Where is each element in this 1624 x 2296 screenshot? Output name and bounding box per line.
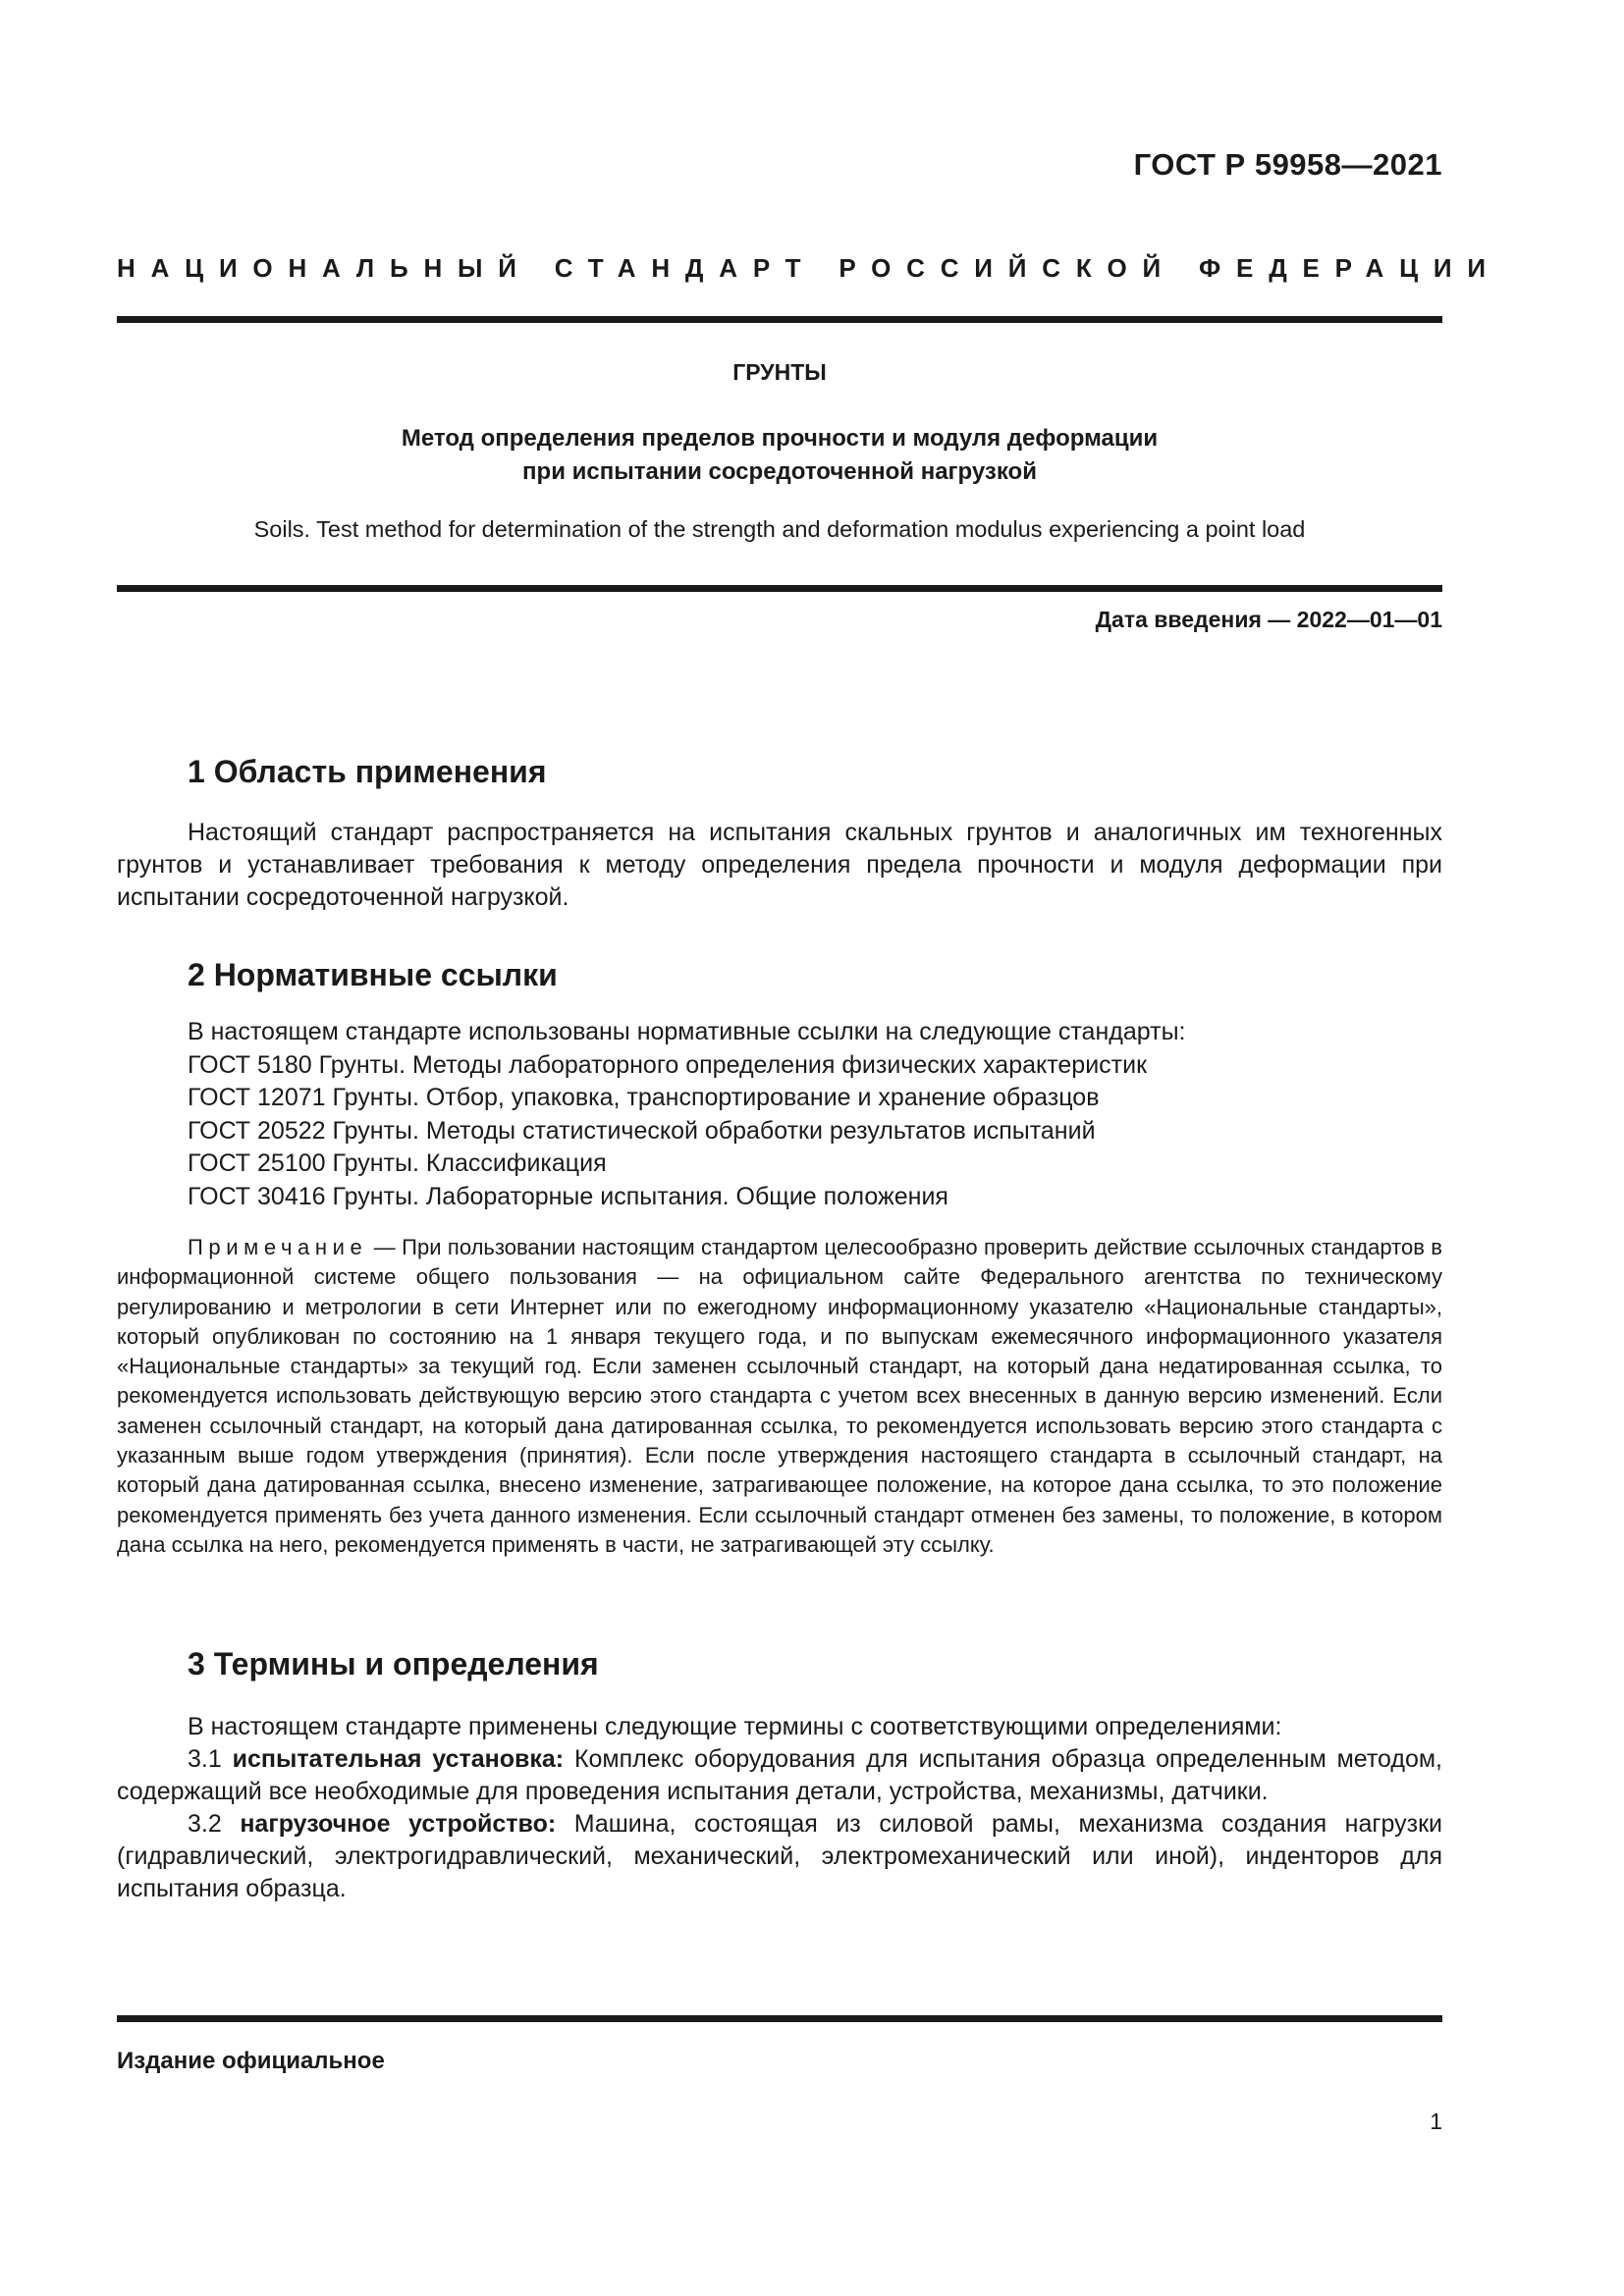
section-heading-terms: 3 Термины и определения — [188, 1646, 599, 1682]
term-name: испытательная установка: — [232, 1745, 565, 1773]
document-subtitle — [117, 422, 1442, 489]
note-label: Примечание — [188, 1235, 368, 1259]
introduction-date: Дата введения — 2022—01—01 — [1095, 607, 1442, 632]
references-note — [117, 1233, 1442, 1560]
term-definition: Машина, состоящая из силовой рамы, механизма создания нагрузки (гидравлический, электрогидравлический, механический, электромеханический или иной), инденторов для испытания образца. — [117, 1810, 1442, 1902]
references-intro: В настоящем стандарте использованы нормативные ссылки на следующие стандарты: — [188, 1018, 1186, 1045]
reference-item: ГОСТ 25100 Грунты. Классификация — [188, 1149, 607, 1178]
top-divider — [117, 316, 1442, 323]
term-number: 3.1 — [188, 1745, 233, 1773]
term-number: 3.2 — [188, 1810, 241, 1838]
term-definition: Комплекс оборудования для испытания образца определенным методом, содержащий все необходимые для проведения испытания детали, устройства, механизмы, датчики. — [117, 1745, 1442, 1805]
official-edition-label: Издание официальное — [117, 2048, 385, 2074]
reference-item: ГОСТ 12071 Грунты. Отбор, упаковка, транспортирование и хранение образцов — [188, 1084, 1100, 1112]
reference-item: ГОСТ 30416 Грунты. Лабораторные испытания. Общие положения — [188, 1182, 948, 1210]
document-page — [117, 0, 1501, 2296]
national-standard-line: НАЦИОНАЛЬНЫЙ СТАНДАРТ РОССИЙСКОЙ ФЕДЕРАЦИИ — [117, 253, 1501, 283]
term-entry — [117, 1808, 1442, 1905]
subtitle-line-2: при испытании сосредоточенной нагрузкой — [522, 458, 1037, 485]
reference-item: ГОСТ 5180 Грунты. Методы лабораторного определения физических характеристик — [188, 1050, 1148, 1079]
term-name: нагрузочное устройство: — [240, 1810, 557, 1838]
term-entry — [117, 1743, 1442, 1808]
terms-intro: В настоящем стандарте применены следующие термины с соответствующими определениями: — [188, 1713, 1282, 1740]
section-heading-scope: 1 Область применения — [188, 754, 547, 789]
references-list — [188, 1016, 1185, 1214]
footer-divider — [117, 2015, 1442, 2022]
terms-section-body — [117, 1711, 1442, 1905]
scope-paragraph: Настоящий стандарт распространяется на испытания скальных грунтов и аналогичных им техногенных грунтов и устанавливает требования к методу определения предела прочности и модуля деформации при испытании сосредоточенной нагрузкой. — [117, 819, 1442, 911]
title-divider — [117, 585, 1442, 592]
document-title: ГРУНТЫ — [732, 359, 827, 385]
document-code: ГОСТ Р 59958—2021 — [1133, 147, 1442, 182]
subtitle-line-1: Метод определения пределов прочности и модуля деформации — [401, 425, 1159, 452]
note-text: — При пользовании настоящим стандартом целесообразно проверить действие ссылочных стандартов в информационной системе общего пользования — на официальном сайте Федерального агентства по техническому регулированию и метрологии в сети Интернет или по ежегодному информационному указателю «Национальные стандарты», который опубликован по состоянию на 1 января текущего года, и по выпускам ежемесячного информационного указателя «Национальные стандарты» за текущий год. Если заменен ссылочный стандарт, на который дана недатированная ссылка, то рекомендуется использовать действующую версию этого стандарта с учетом всех внесенных в данную версию изменений. Если заменен ссылочный стандарт, на который дана датированная ссылка, то рекомендуется использовать версию этого стандарта с указанным выше годом утверждения (принятия). Если после утверждения настоящего стандарта в ссылочный стандарт, на который дана датированная ссылка, внесено изменение, затрагивающее положение, на которое дана ссылка, то это положение рекомендуется применять без учета данного изменения. Если ссылочный стандарт отменен без замены, то положение, в котором дана ссылка на него, рекомендуется применять в части, не затрагивающей эту ссылку. — [117, 1235, 1442, 1557]
english-title: Soils. Test method for determination of the strength and deformation modulus experiencing a point load — [253, 516, 1306, 542]
section-heading-references: 2 Нормативные ссылки — [188, 957, 558, 992]
page-number: 1 — [1430, 2109, 1442, 2134]
reference-item: ГОСТ 20522 Грунты. Методы статистической обработки результатов испытаний — [188, 1116, 1096, 1145]
